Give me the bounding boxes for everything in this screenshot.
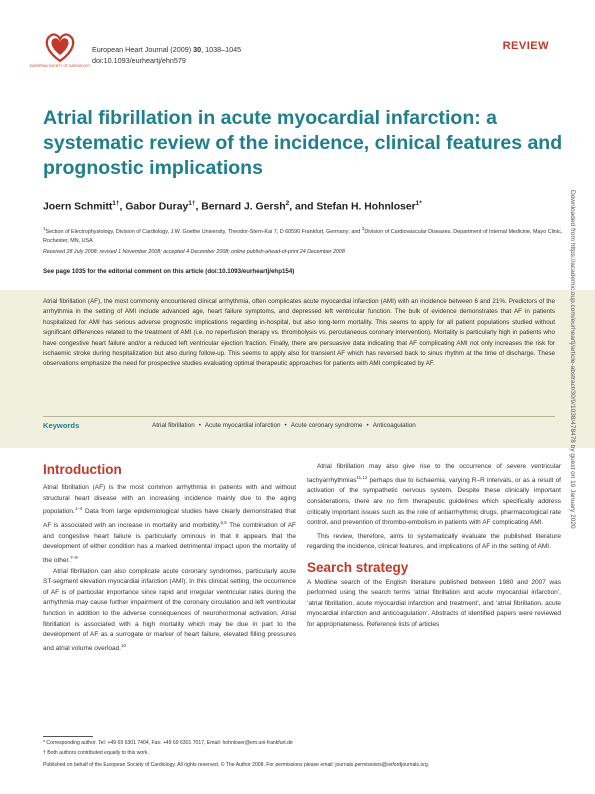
journal-volume: 30 [193,45,202,54]
author-list: Joern Schmitt$^{1\dagger}$, Gabor Duray$^{1\dagger}$, Bernard J. Gersh$^2$, and Stefan H. Hohnloser$^{1*}$ [43,200,422,213]
ref-sup: 10 [121,642,127,648]
esc-logo-text: EUROPEAN SOCIETY OF CARDIOLOGY [29,64,91,68]
body-paragraph: This review, therefore, aims to systematically evaluate the published literature regarding the incidence, clinical features, and implications of AF in the setting of AMI. [307,532,561,551]
ref-sup: 5,6 [220,519,227,525]
author-name[interactable]: Stefan H. Hohnloser [316,201,416,213]
right-column [307,462,561,630]
equal-contribution: † Both authors contributed equally to this work. [43,750,149,756]
search-strategy-heading: Search strategy [307,559,409,575]
keyword: Acute coronary syndrome [290,422,363,429]
ref-sup: 7–9 [70,554,78,560]
ref-sup: 11,12 [356,474,368,480]
affiliation-1: Section of Electrophysiology, Division of Cardiology, J.W. Goethe University, Theodor-Stern-Kai 7, D 60590 Frankfurt, Germany; and [45,228,362,235]
intro-paragraph: Atrial fibrillation (AF) is the most common arrhythmia in patients with and without structural heart disease with an increasing incidence mainly due to the aging population.$^{1-4}$ Data from large epidemiological studies have clearly demonstrated that AF is associated with an increase in mortality and morbidity.$^{5,6}$ The combination of AF and congestive heart failure is particularly ominous in that it appears that the development of either condition has a marked detrimental impact upon the mortality of the other.$^{7-9}$ [43,484,296,565]
keywords-divider [43,416,555,417]
intro-paragraph: Atrial fibrillation can also complicate acute coronary syndromes, particularly acute ST-segment elevation myocardial infarction (AMI). In this clinical setting, the occurrence of AF is of particular importance since rapid and irregular ventricular rates during the arrhythmia may cause further impairment of the coronary circulation and left ventricular function in addition to the adverse consequences of neurohormonal activation. Atrial fibrillation is associated with a high mortality which may be due in part to the development of AF as a surrogate or marker of heart failure, elevated filling pressures and atrial volume overload.$^{10}$ [43,567,296,652]
intro-heading: Introduction [43,462,122,477]
publisher-note: Published on behalf of the European Society of Cardiology. All rights reserved. © The Author 2008. For permissions please email: journals.permissions@oxfordjournals.org. [43,762,430,768]
footnote-rule [43,736,93,737]
journal-citation [92,44,241,66]
affiliation-2: Division of Cardiovascular Diseases, Department of Internal Medicine, Mayo Clinic, Rochester, MN, USA [43,228,563,245]
download-stamp: Downloaded from https://academic.oup.com/eurheartj/article-abstract/30/9/1038/478478 by guest on 19 January 2020 [569,190,576,529]
keyword: Atrial fibrillation [152,422,195,429]
body-paragraph: A Medline search of the English literature published between 1980 and 2007 was performed using the search terms ‘atrial fibrillation and acute myocardial infarction’, ‘atrial fibrillation, acute myocardial infarction and treatment’, and ‘atrial fibrillation, acute myocardial infarction and anticoagulation’. Abstracts of identified papers were reviewed for appropriateness. Reference lists of articles [307,578,561,628]
keywords-list: Atrial fibrillation • Acute myocardial infarction • Acute coronary syndrome • Anticoagulation [152,422,416,429]
author-sup: 1* [415,200,422,207]
author-name[interactable]: Joern Schmitt [43,201,113,213]
journal-name: European Heart Journal (2009) [92,45,192,54]
editorial-link[interactable]: See page 1035 for the editorial comment on this article (doi:10.1093/eurheartj/ehp154) [43,268,295,275]
keyword: Anticoagulation [372,422,416,429]
ref-sup: 1–4 [74,506,83,512]
keywords-label: Keywords [43,421,80,430]
journal-pages: , 1038–1045 [201,45,242,54]
esc-logo [29,27,91,75]
affiliations: $^1$Section of Electrophysiology, Division of Cardiology, J.W. Goethe University, Theodor-Stern-Kai 7, D 60590 Frankfurt, Germany; and $^2$Division of Cardiovascular Diseases, Department of Internal Medicine, Mayo Clinic, Rochester, MN, USA [43,226,563,245]
section-label: REVIEW [502,40,549,52]
article-title: Atrial fibrillation in acute myocardial infarction: a systematic review of the incidence, clinical features and prognostic implications [43,107,563,179]
corresponding-author: * Corresponding author. Tel: +49 69 6301 7404, Fax: +49 69 6301 7017, Email: hohnloser@em.uni-frankfurt.de [43,740,293,746]
abstract-text: Atrial fibrillation (AF), the most commonly encountered clinical arrhythmia, often complicates acute myocardial infarction (AMI) with an incidence between 6 and 21%. Predictors of the arrhythmia in the setting of AMI include advanced age, heart failure symptoms, and depressed left ventricular function. The bulk of evidence demonstrates that AF in patients hospitalized for AMI has serious adverse prognostic implications regarding in-hospital, but also long-term mortality. This seems to apply for all patient populations studied without significant differences related to the treatment of AMI (i.e. no reperfusion therapy vs. thrombolysis vs. percutaneous coronary intervention). Mortality is particularly high in patients who have congestive heart failure and/or a reduced left ventricular ejection fraction. Finally, there are persuasive data indicating that AF complicating AMI not only increases the risk for ischaemic stroke during hospitalization but also during follow-up. This seems to apply also for transient AF which has reversed back to sinus rhythm at the time of discharge. These observations emphasize the need for prospective studies evaluating optimal therapeutic approaches for patients with AMI complicated by AF. [43,298,555,368]
author-name[interactable]: Bernard J. Gersh [201,201,286,213]
author-sup: 2 [285,200,290,207]
body-paragraph: Atrial fibrillation may also give rise to the occurrence of severe ventricular tachyarrhythmias$^{11,12}$ perhaps due to ischaemia, varying R–R intervals, or as a result of activation of the sympathetic nervous system. Despite these clinically important considerations, there are no firm therapeutic guidelines which specifically address critically important issues such as the role of antiarrhythmic drugs, pharmacological rate control, and prevention of thrombo-embolism in patients with AF complicating AMI. [307,463,561,527]
author-sup: 1† [112,200,120,207]
intro-column [43,483,296,655]
author-sup: 1† [188,200,196,207]
author-name[interactable]: Gabor Duray [125,201,189,213]
received-dates: Received 28 July 2008; revised 1 November 2008; accepted 4 December 2008; online publish-ahead-of-print 24 December 2008 [43,249,345,255]
keyword: Acute myocardial infarction [204,422,281,429]
journal-doi: doi:10.1093/eurheartj/ehn579 [92,56,186,65]
